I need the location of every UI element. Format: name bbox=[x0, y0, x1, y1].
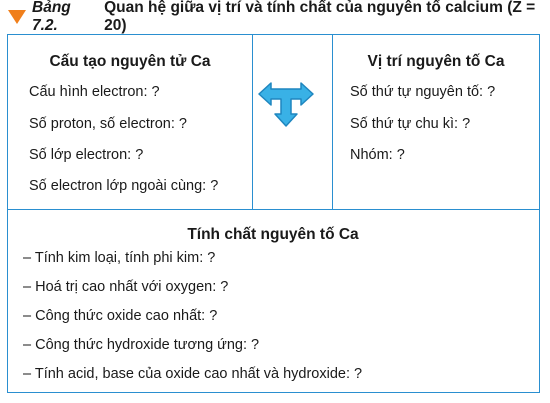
position-item: Nhóm: ? bbox=[350, 147, 405, 163]
properties-item: – Hoá trị cao nhất với oxygen: ? bbox=[23, 279, 229, 295]
properties-item: – Tính kim loại, tính phi kim: ? bbox=[23, 250, 216, 266]
structure-item: Số electron lớp ngoài cùng: ? bbox=[29, 178, 219, 194]
divider-horizontal bbox=[8, 209, 539, 210]
properties-item: – Công thức oxide cao nhất: ? bbox=[23, 308, 218, 324]
three-way-arrow-icon bbox=[258, 80, 314, 128]
structure-title: Cấu tạo nguyên tử Ca bbox=[49, 53, 211, 70]
caption-title: Quan hệ giữa vị trí và tính chất của nguyên tố calcium (Z = 20) bbox=[104, 0, 536, 34]
caption-label: Bảng 7.2. bbox=[32, 0, 71, 34]
structure-item: Cấu hình electron: ? bbox=[29, 84, 160, 100]
position-item: Số thứ tự chu kì: ? bbox=[350, 116, 471, 132]
position-title: Vị trí nguyên tố Ca bbox=[367, 53, 505, 70]
table-caption bbox=[8, 0, 550, 34]
position-item: Số thứ tự nguyên tố: ? bbox=[350, 84, 496, 100]
properties-title: Tính chất nguyên tố Ca bbox=[187, 226, 359, 243]
triangle-marker-icon bbox=[8, 10, 26, 24]
properties-item: – Tính acid, base của oxide cao nhất và hydroxide: ? bbox=[23, 366, 363, 382]
divider-left bbox=[252, 35, 253, 210]
structure-item: Số lớp electron: ? bbox=[29, 147, 144, 163]
structure-item: Số proton, số electron: ? bbox=[29, 116, 187, 132]
properties-item: – Công thức hydroxide tương ứng: ? bbox=[23, 337, 260, 353]
